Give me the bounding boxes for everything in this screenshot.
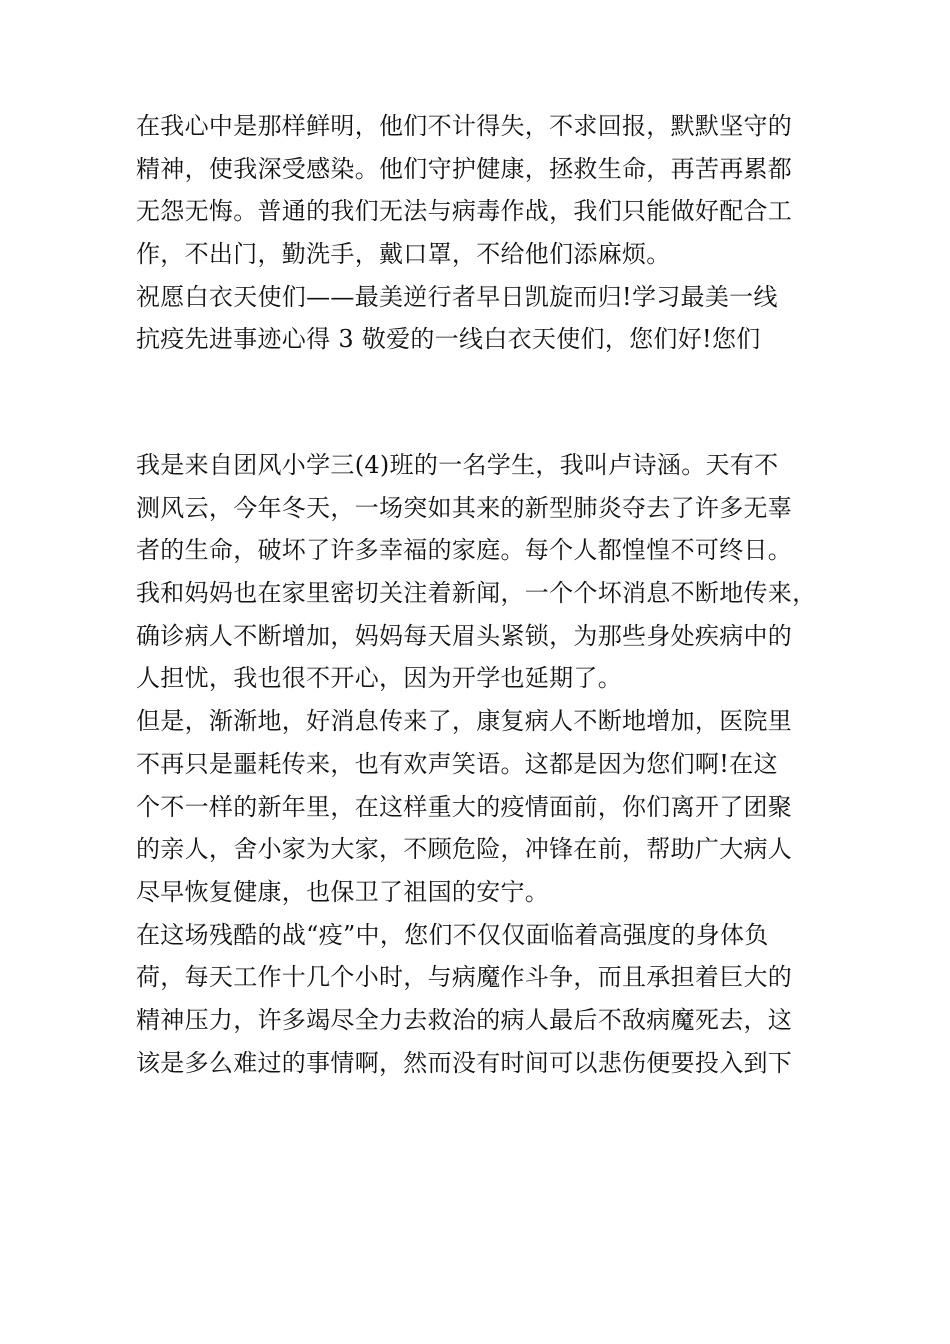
text-line: 但是，渐渐地，好消息传来了，康复病人不断地增加，医院里 [136,707,793,736]
text-line: 我和妈妈也在家里密切关注着新闻，一个个坏消息不断地传来， [136,579,817,608]
text-line: 无怨无悔。普通的我们无法与病毒作战，我们只能做好配合工 [136,197,793,226]
text-line: 尽早恢复健康，也保卫了祖国的安宁。 [136,877,550,906]
text-line: 该是多么难过的事情啊，然而没有时间可以悲伤便要投入到下 [136,1048,793,1077]
text-line: 精神，使我深受感染。他们守护健康，拯救生命，再苦再累都 [136,154,793,183]
text-section-top [136,105,836,361]
text-line: 不再只是噩耗传来，也有欢声笑语。这都是因为您们啊!在这 [136,749,778,778]
text-line: 我是来自团风小学三(4)班的一名学生，我叫卢诗涵。天有不 [136,451,779,479]
text-line: 在这场残酷的战“疫”中，您们不仅仅面临着高强度的身体负 [136,920,769,949]
text-line: 祝愿白衣天使们——最美逆行者早日凯旋而归!学习最美一线 [136,282,778,311]
text-line: 测风云，今年冬天，一场突如其来的新型肺炎夺去了许多无辜 [136,493,793,522]
text-line: 者的生命，破坏了许多幸福的家庭。每个人都惶惶不可终日。 [136,536,793,565]
text-line: 人担忧，我也很不开心，因为开学也延期了。 [136,664,622,693]
text-section-main [136,444,836,1084]
text-line: 在我心中是那样鲜明，他们不计得失，不求回报，默默坚守的 [136,112,793,140]
text-line: 精神压力，许多竭尽全力去救治的病人最后不敌病魔死去，这 [136,1005,793,1034]
text-line: 荷，每天工作十几个小时，与病魔作斗争，而且承担着巨大的 [136,963,793,992]
text-line: 确诊病人不断增加，妈妈每天眉头紧锁，为那些身处疾病中的 [136,621,793,650]
text-line: 的亲人，舍小家为大家，不顾危险，冲锋在前，帮助广大病人 [136,835,793,864]
text-line: 个不一样的新年里，在这样重大的疫情面前，你们离开了团聚 [136,792,793,821]
text-line: 抗疫先进事迹心得 3 敬爱的一线白衣天使们，您们好!您们 [136,325,761,354]
text-line: 作，不出门，勤洗手，戴口罩，不给他们添麻烦。 [136,240,671,269]
